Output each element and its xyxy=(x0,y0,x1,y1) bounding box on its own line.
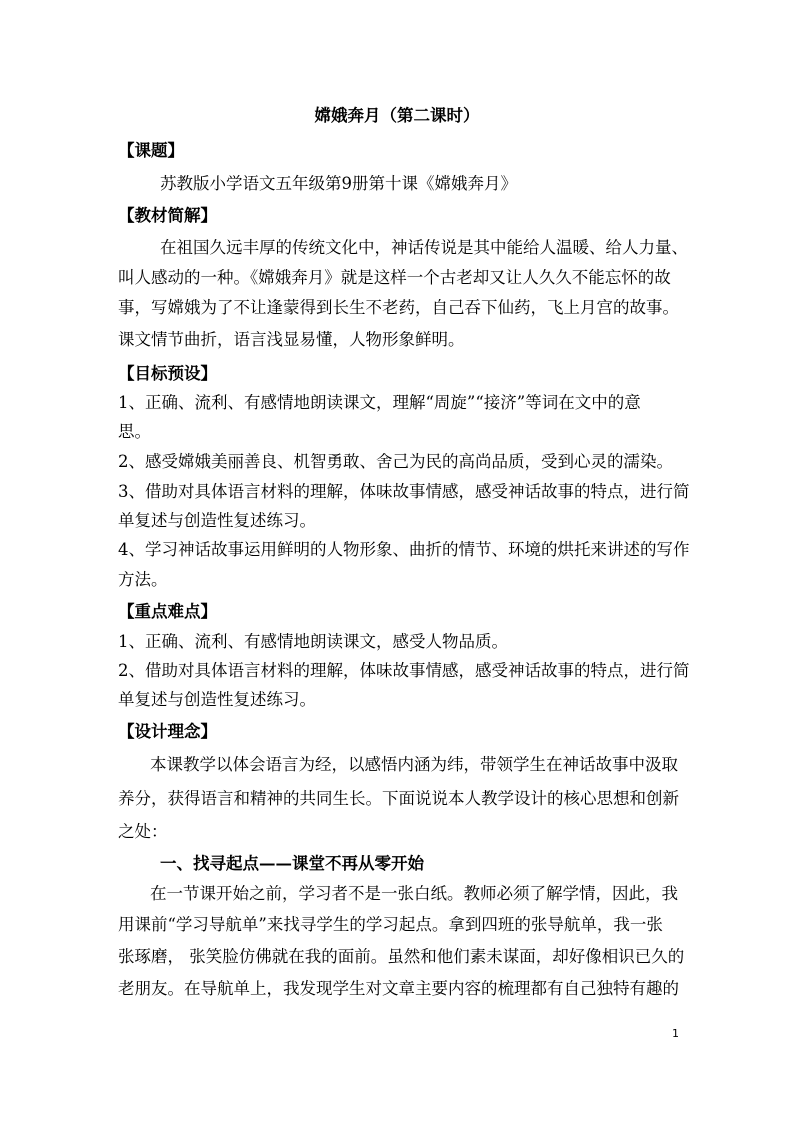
paragraph-line: 老朋友。在导航单上，我发现学生对文章主要内容的梳理都有自己独特有趣的 xyxy=(118,979,679,998)
section-heading-topic: 【课题】 xyxy=(118,141,184,160)
list-item: 2、借助对具体语言材料的理解，体味故事情感，感受神话故事的特点，进行简 xyxy=(118,661,690,680)
document-title: 嫦娥奔月（第二课时） xyxy=(314,106,480,125)
paragraph-line: 课文情节曲折，语言浅显易懂，人物形象鲜明。 xyxy=(118,330,465,349)
paragraph-line: 苏教版小学语文五年级第9册第十课《嫦娥奔月》 xyxy=(160,174,517,193)
paragraph-line: 张琢磨， 张笑脸仿佛就在我的面前。虽然和他们素未谋面，却好像相识已久的 xyxy=(118,947,685,966)
subsection-heading: 一、找寻起点——课堂不再从零开始 xyxy=(160,854,424,873)
paragraph-line: 事，写嫦娥为了不让逢蒙得到长生不老药，自己吞下仙药，飞上月宫的故事。 xyxy=(118,298,679,317)
paragraph-line: 方法。 xyxy=(118,570,168,589)
paragraph-line: 用课前“学习导航单”来找寻学生的学习起点。拿到四班的张导航单，我一张 xyxy=(118,915,663,934)
paragraph-line: 在一节课开始之前，学习者不是一张白纸。教师必须了解学情，因此，我 xyxy=(150,884,678,903)
paragraph-line: 养分，获得语言和精神的共同生长。下面说说本人教学设计的核心思想和创新 xyxy=(118,789,679,808)
section-heading-goals: 【目标预设】 xyxy=(118,364,217,383)
list-item: 2、感受嫦娥美丽善良、机智勇敢、舍己为民的高尚品质，受到心灵的濡染。 xyxy=(118,452,673,471)
list-item: 1、正确、流利、有感情地朗读课文，感受人物品质。 xyxy=(118,632,508,651)
page-number: 1 xyxy=(672,1027,679,1040)
paragraph-line: 之处： xyxy=(118,822,168,841)
list-item: 4、学习神话故事运用鲜明的人物形象、曲折的情节、环境的烘托来讲述的写作 xyxy=(118,540,690,559)
section-heading-key-points: 【重点难点】 xyxy=(118,602,217,621)
paragraph-line: 单复述与创造性复述练习。 xyxy=(118,690,316,709)
paragraph-line: 叫人感动的一种。《嫦娥奔月》就是这样一个古老却又让人久久不能忘怀的故 xyxy=(118,268,671,287)
paragraph-line: 思。 xyxy=(118,422,151,441)
paragraph-line: 本课教学以体会语言为经，以感悟内涵为纬，带领学生在神话故事中汲取 xyxy=(150,755,678,774)
section-heading-material: 【教材简解】 xyxy=(118,206,217,225)
paragraph-line: 单复述与创造性复述练习。 xyxy=(118,511,316,530)
list-item: 3、借助对具体语言材料的理解，体味故事情感，感受神话故事的特点，进行简 xyxy=(118,482,690,501)
section-heading-design: 【设计理念】 xyxy=(118,722,217,741)
paragraph-line: 在祖国久远丰厚的传统文化中，神话传说是其中能给人温暖、给人力量、 xyxy=(160,238,688,257)
list-item: 1、正确、流利、有感情地朗读课文，理解“周旋”“接济”等词在文中的意 xyxy=(118,393,641,412)
